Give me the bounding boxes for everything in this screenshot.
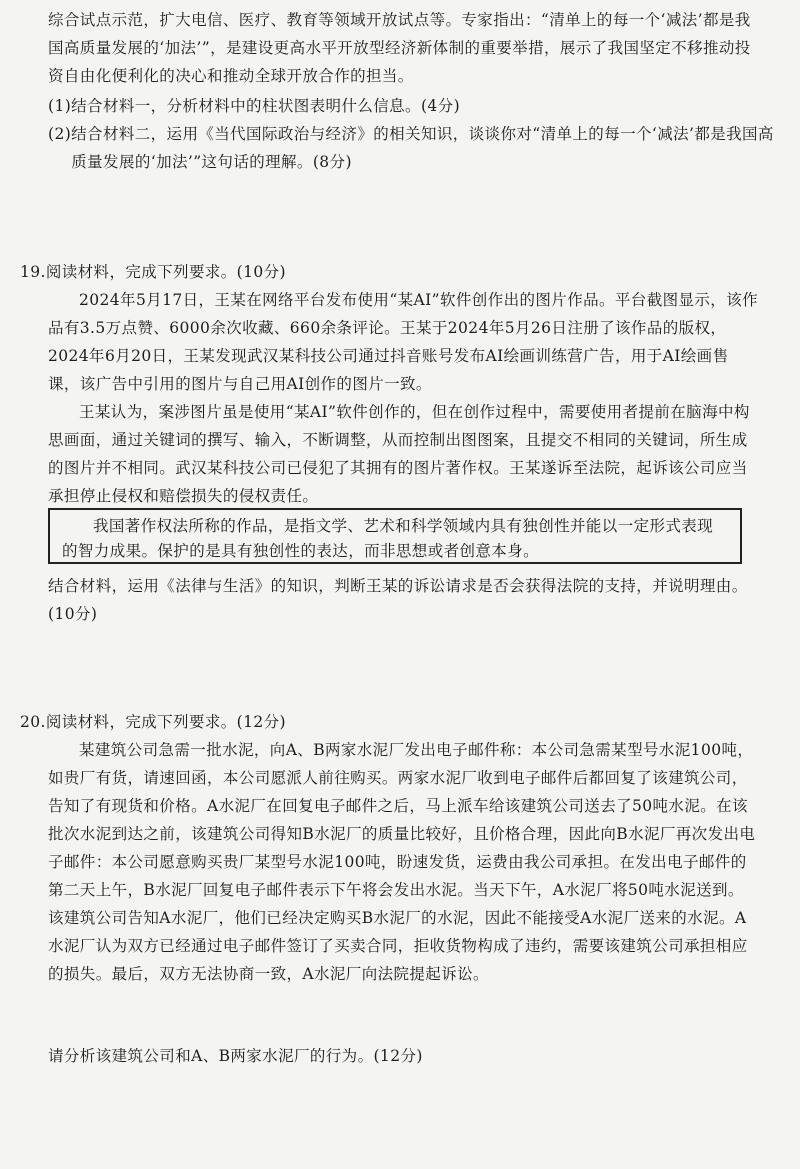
question-19-title: 19.阅读材料，完成下列要求。(10分): [20, 263, 286, 281]
question-19-paragraph-2: 王某认为，案涉图片虽是使用“某AI”软件创作的，但在创作过程中，需要使用者提前在脑海中构思画面，通过关键词的撰写、输入，不断调整，从而控制出图图案，且提交不相同的关键词，所生成的图片并不相同。武汉某科技公司已侵犯了其拥有的图片著作权。王某遂诉至法院，起诉该公司应当承担停止侵权和赔偿损失的侵权责任。: [48, 403, 750, 505]
sub-question-1: (1)结合材料一，分析材料中的柱状图表明什么信息。(4分): [48, 97, 461, 115]
question-19-prompt: 结合材料，运用《法律与生活》的知识，判断王某的诉讼请求是否会获得法院的支持，并说明理由。(10分): [48, 577, 748, 623]
question-20-paragraph: 某建筑公司急需一批水泥，向A、B两家水泥厂发出电子邮件称：本公司急需某型号水泥100吨，如贵厂有货，请速回函，本公司愿派人前往购买。两家水泥厂收到电子邮件后都回复了该建筑公司，告知了有现货和价格。A水泥厂在回复电子邮件之后，马上派车给该建筑公司送去了50吨水泥。在该批次水泥到达之前，该建筑公司得知B水泥厂的质量比较好，且价格合理，因此向B水泥厂再次发出电子邮件：本公司愿意购买贵厂某型号水泥100吨，盼速发货，运费由我公司承担。在发出电子邮件的第二天上午，B水泥厂回复电子邮件表示下午将会发出水泥。当天下午，A水泥厂将50吨水泥送到。该建筑公司告知A水泥厂，他们已经决定购买B水泥厂的水泥，因此不能接受A水泥厂送来的水泥。A水泥厂认为双方已经通过电子邮件签订了买卖合同，拒收货物构成了违约，需要该建筑公司承担相应的损失。最后，双方无法协商一致，A水泥厂向法院提起诉讼。: [48, 741, 756, 983]
question-20-prompt: 请分析该建筑公司和A、B两家水泥厂的行为。(12分): [48, 1047, 423, 1065]
question-20-title: 20.阅读材料，完成下列要求。(12分): [20, 713, 286, 731]
question-19-paragraph-1: 2024年5月17日，王某在网络平台发布使用“某AI”软件创作出的图片作品。平台截图显示，该作品有3.5万点赞、6000余次收藏、660余条评论。王某于2024年5月26日注册了该作品的版权，2024年6月20日，王某发现武汉某科技公司通过抖音账号发布AI绘画训练营广告，用于AI绘画售课，该广告中引用的图片与自己用AI创作的图片一致。: [48, 291, 758, 393]
copyright-law-box: 我国著作权法所称的作品，是指文学、艺术和科学领域内具有独创性并能以一定形式表现的智力成果。保护的是具有独创性的表达，而非思想或者创意本身。: [48, 508, 742, 564]
material-two-continuation: 综合试点示范，扩大电信、医疗、教育等领域开放试点等。专家指出：“清单上的每一个‘减法’都是我国高质量发展的‘加法’”，是建设更高水平开放型经济新体制的重要举措，展示了我国坚定不移推动投资自由化便利化的决心和推动全球开放合作的担当。: [48, 11, 751, 85]
sub-question-2: (2)结合材料二，运用《当代国际政治与经济》的相关知识，谈谈你对“清单上的每一个‘减法’都是我国高质量发展的‘加法’”这句话的理解。(8分): [48, 125, 774, 171]
